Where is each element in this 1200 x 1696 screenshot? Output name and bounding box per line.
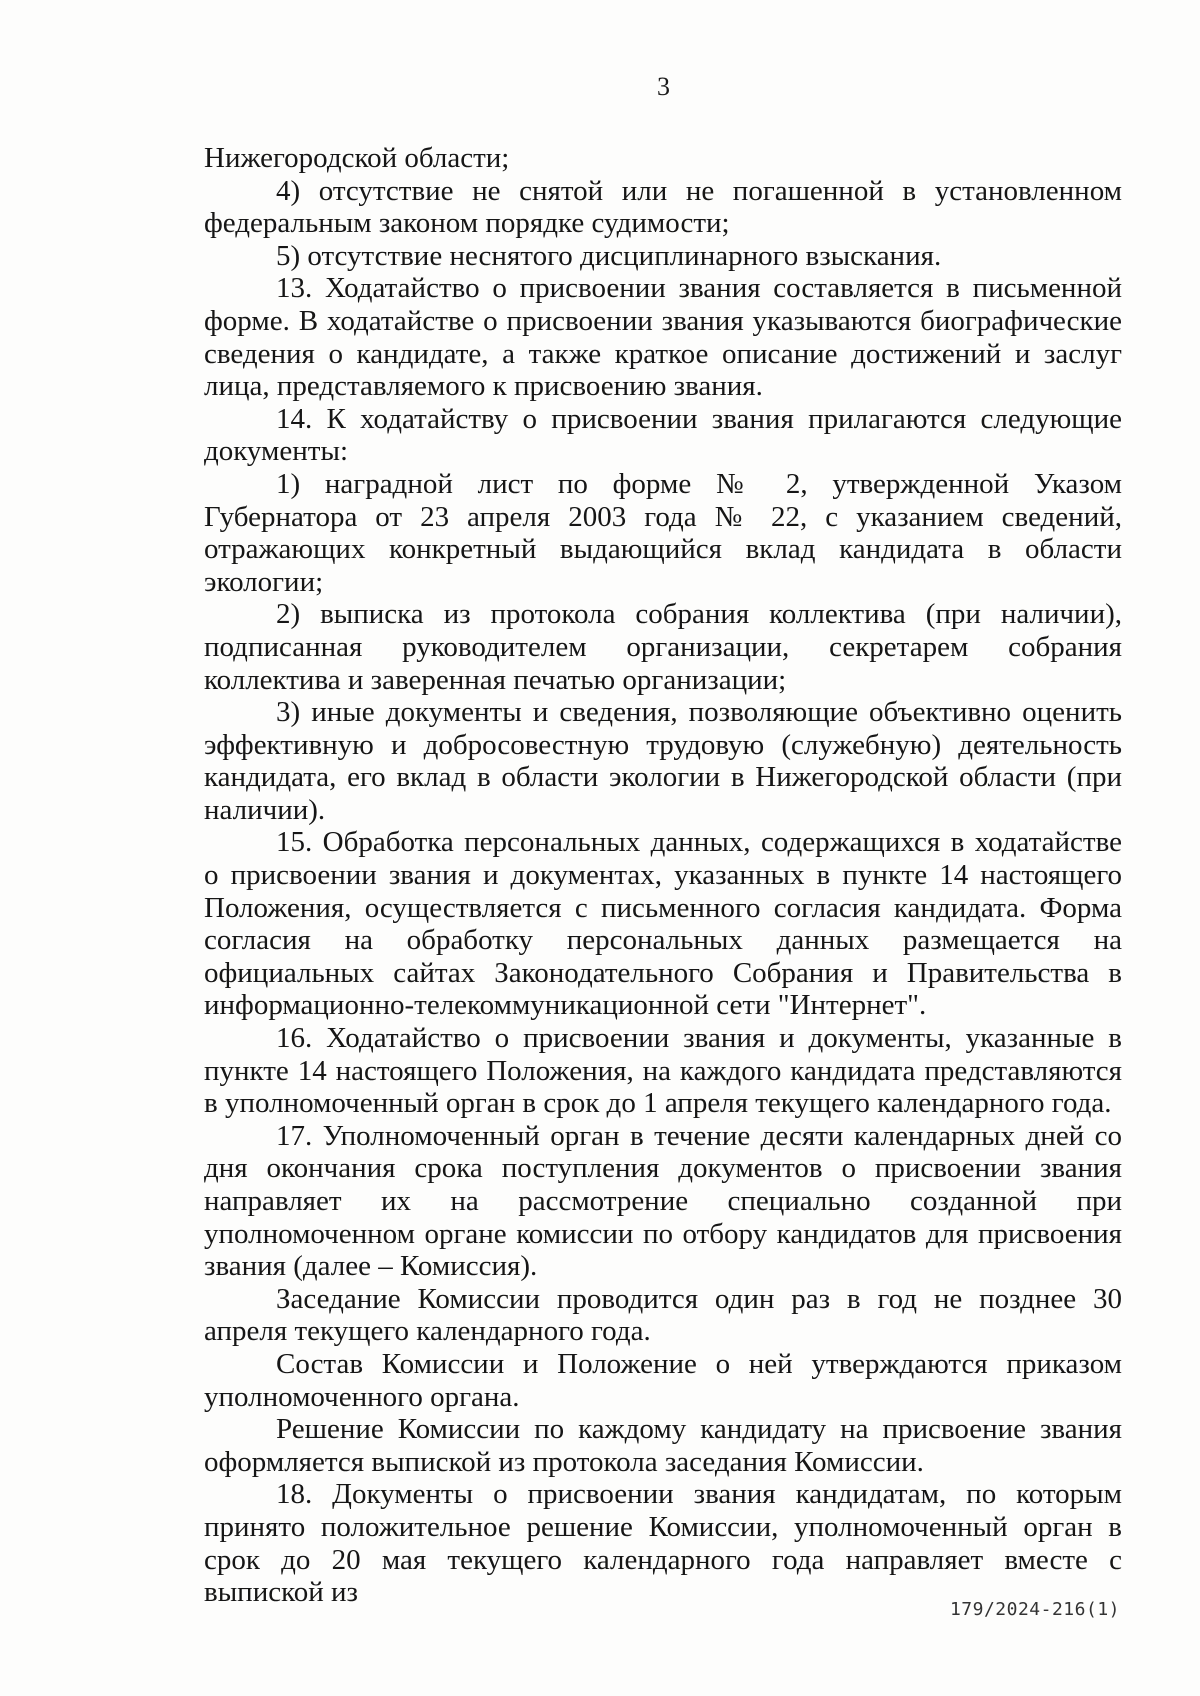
paragraph-18: 18. Документы о присвоении звания кандидатам, по которым принято положительное решение Комиссии, уполномоченный орган в срок до 20 мая текущего календарного года направляет вместе с выпиской из (204, 1478, 1122, 1609)
paragraph-16: 16. Ходатайство о присвоении звания и документы, указанные в пункте 14 настоящего Положения, на каждого кандидата представляются в уполномоченный орган в срок до 1 апреля текущего календарного года. (204, 1022, 1122, 1120)
document-body (204, 142, 1122, 1609)
paragraph-13: 13. Ходатайство о присвоении звания составляется в письменной форме. В ходатайстве о присвоении звания указываются биографические сведения о кандидате, а также краткое описание достижений и заслуг лица, представляемого к присвоению звания. (204, 272, 1122, 403)
paragraph-17-composition: Состав Комиссии и Положение о ней утверждаются приказом уполномоченного органа. (204, 1347, 1122, 1413)
paragraph-14-item-2: 2) выписка из протокола собрания коллектива (при наличии), подписанная руководителем организации, секретарем собрания коллектива и заверенная печатью организации; (204, 598, 1122, 696)
paragraph-item-4: 4) отсутствие не снятой или не погашенной в установленном федеральным законом порядке судимости; (204, 174, 1122, 240)
paragraph-14-item-1: 1) наградной лист по форме № 2, утвержденной Указом Губернатора от 23 апреля 2003 года № 22, с указанием сведений, отражающих конкретный выдающийся вклад кандидата в области экологии; (204, 467, 1122, 598)
document-code: 179/2024-216(1) (949, 1599, 1120, 1620)
paragraph-17-meeting: Заседание Комиссии проводится один раз в год не позднее 30 апреля текущего календарного года. (204, 1282, 1122, 1348)
paragraph-continuation: Нижегородской области; (204, 142, 510, 174)
paragraph-15: 15. Обработка персональных данных, содержащихся в ходатайстве о присвоении звания и документах, указанных в пункте 14 настоящего Положения, осуществляется с письменного согласия кандидата. Форма согласия на обработку персональных данных размещается на официальных сайтах Законодательного Собрания и Правительства в информационно-телекоммуникационной сети "Интернет". (204, 826, 1122, 1022)
paragraph-14: 14. К ходатайству о присвоении звания прилагаются следующие документы: (204, 402, 1122, 468)
paragraph-17-decision: Решение Комиссии по каждому кандидату на присвоение звания оформляется выпиской из протокола заседания Комиссии. (204, 1413, 1122, 1478)
page-number: 3 (657, 72, 670, 101)
paragraph-item-5: 5) отсутствие неснятого дисциплинарного взыскания. (276, 239, 942, 272)
paragraph-17: 17. Уполномоченный орган в течение десяти календарных дней со дня окончания срока поступления документов о присвоении звания направляет их на рассмотрение специально созданной при уполномоченном органе комиссии по отбору кандидатов для присвоения звания (далее – Комиссия). (204, 1119, 1122, 1283)
paragraph-14-item-3: 3) иные документы и сведения, позволяющие объективно оценить эффективную и добросовестную трудовую (служебную) деятельность кандидата, его вклад в области экологии в Нижегородской области (при наличии). (204, 696, 1122, 826)
